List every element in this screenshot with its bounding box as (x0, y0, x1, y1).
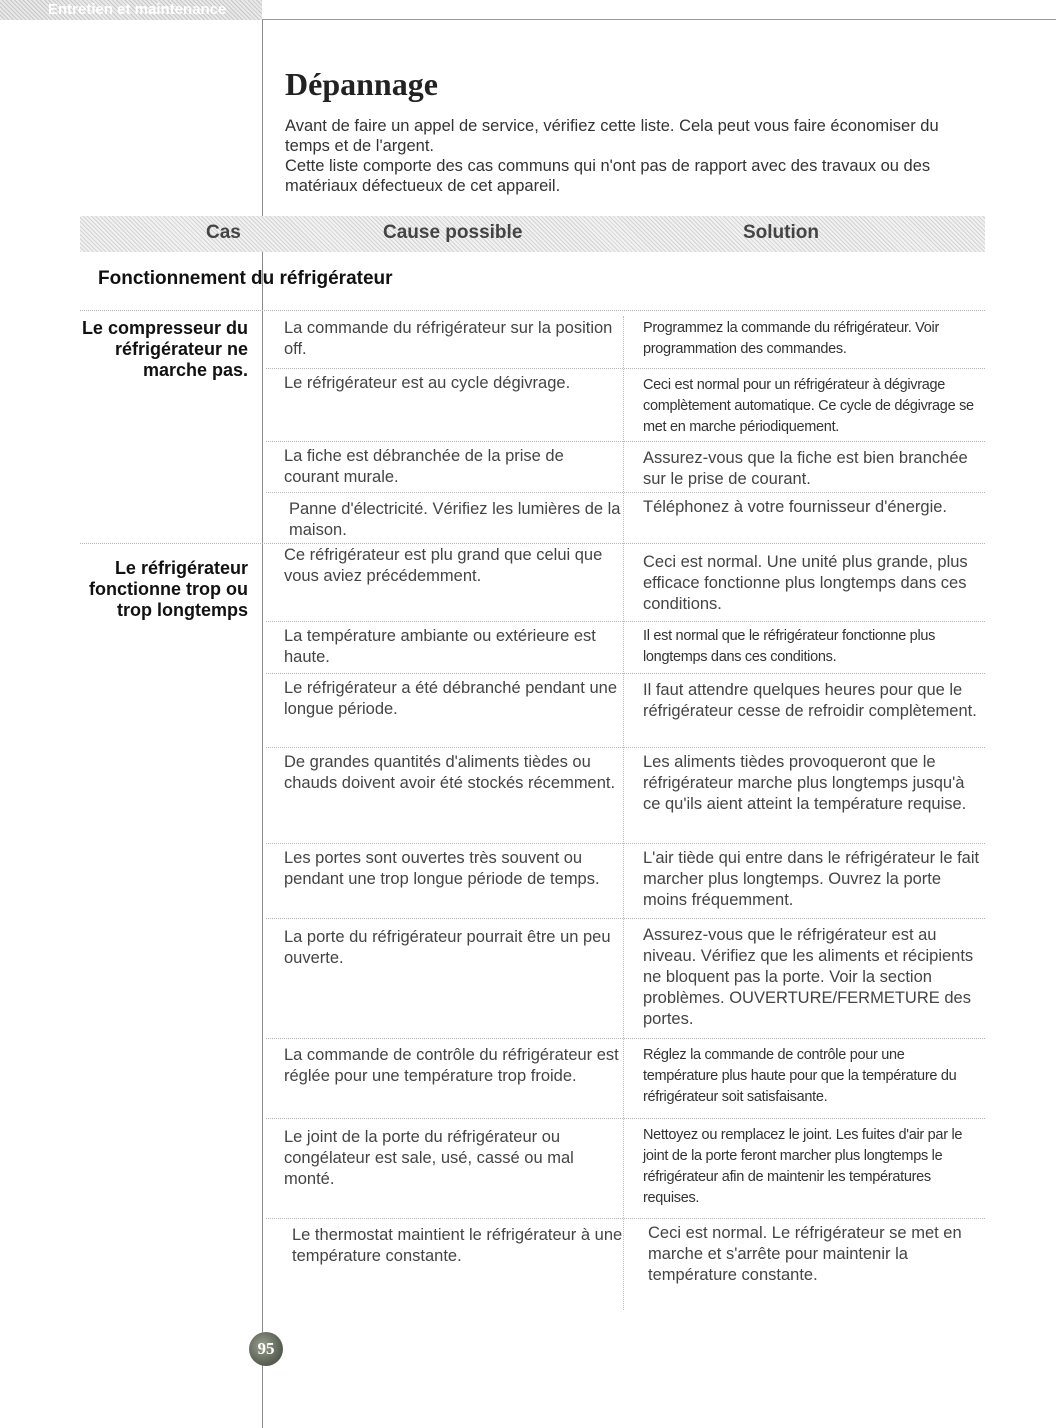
section-header-tab: Entretien et maintenance (0, 0, 262, 20)
cause-cell: Les portes sont ouvertes très souvent ou pendant une trop longue période de temps. (284, 849, 600, 888)
intro-paragraph-2: Cette liste comporte des cas communs qui n'ont pas de rapport avec des travaux ou des matériaux défectueux de cet appareil. (285, 157, 931, 195)
intro-paragraph-1: Avant de faire un appel de service, vérifiez cette liste. Cela peut vous faire économiser du temps et de l'argent. (285, 117, 939, 155)
header-rule (262, 19, 1056, 20)
cause-cell: Le joint de la porte du réfrigérateur ou congélateur est sale, usé, cassé ou mal monté. (284, 1128, 574, 1188)
cause-cell: Ce réfrigérateur est plu grand que celui que vous aviez précédemment. (284, 546, 603, 585)
case-runs-too-long: Le réfrigérateur fonctionne trop ou trop longtemps (89, 558, 248, 620)
row-divider (266, 1038, 985, 1039)
table-top-rule (80, 310, 985, 311)
row-divider (266, 621, 985, 622)
column-header-solution: Solution (743, 222, 819, 243)
solution-cell: Il faut attendre quelques heures pour que le réfrigérateur cesse de refroidir complètement. (643, 681, 977, 720)
column-separator (623, 316, 624, 1310)
cause-cell: De grandes quantités d'aliments tièdes ou chauds doivent avoir été stockés récemment. (284, 753, 616, 792)
row-divider (266, 747, 985, 748)
row-divider (266, 368, 985, 369)
cause-cell: La fiche est débranchée de la prise de courant murale. (284, 447, 564, 486)
case-compressor: Le compresseur du réfrigérateur ne marche pas. (81, 318, 248, 380)
solution-cell: Les aliments tièdes provoqueront que le réfrigérateur marche plus longtemps jusqu'à ce qu'ils aient atteint la température requise. (643, 753, 967, 813)
page-number-badge: 95 (249, 1332, 283, 1366)
section-title: Fonctionnement du réfrigérateur (98, 268, 393, 289)
solution-cell: Il est normal que le réfrigérateur fonctionne plus longtemps dans ces conditions. (643, 628, 936, 665)
solution-cell: Ceci est normal. Le réfrigérateur se met en marche et s'arrête pour maintenir la température constante. (648, 1224, 962, 1284)
cause-cell: Le thermostat maintient le réfrigérateur à une température constante. (292, 1226, 623, 1265)
solution-cell: Nettoyez ou remplacez le joint. Les fuites d'air par le joint de la porte feront marcher plus longtemps le réfrigérateur afin de maintenir les températures requises. (643, 1127, 963, 1206)
row-divider (266, 1218, 985, 1219)
cause-cell: La commande du réfrigérateur sur la position off. (284, 319, 613, 358)
row-divider (266, 918, 985, 919)
row-divider (266, 1118, 985, 1119)
solution-cell: L'air tiède qui entre dans le réfrigérateur le fait marcher plus longtemps. Ouvrez la porte moins fréquemment. (643, 849, 980, 909)
cause-cell: La commande de contrôle du réfrigérateur est réglée pour une température trop froide. (284, 1046, 619, 1085)
page-title: Dépannage (285, 66, 438, 102)
column-header-banner (80, 216, 985, 252)
intro-text (285, 116, 985, 196)
column-header-case: Cas (206, 222, 241, 243)
row-divider (266, 441, 985, 442)
row-divider (266, 492, 985, 493)
group-divider (80, 543, 985, 544)
solution-cell: Assurez-vous que le réfrigérateur est au niveau. Vérifiez que les aliments et récipients ne bloquent pas la porte. Voir la section problèmes. OUVERTURE/FERMETURE des portes. (643, 926, 974, 1028)
solution-cell: Assurez-vous que la fiche est bien branchée sur le prise de courant. (643, 449, 968, 488)
cause-cell: Panne d'électricité. Vérifiez les lumières de la maison. (289, 500, 621, 539)
row-divider (266, 843, 985, 844)
solution-cell: Réglez la commande de contrôle pour une température plus haute pour que la température du réfrigérateur soit satisfaisante. (643, 1047, 957, 1105)
solution-cell: Programmez la commande du réfrigérateur. Voir programmation des commandes. (643, 320, 939, 357)
column-header-cause: Cause possible (383, 222, 523, 243)
cause-cell: Le réfrigérateur est au cycle dégivrage. (284, 374, 571, 392)
row-divider (266, 673, 985, 674)
cause-cell: La température ambiante ou extérieure est haute. (284, 627, 596, 666)
solution-cell: Téléphonez à votre fournisseur d'énergie. (643, 498, 948, 516)
solution-cell: Ceci est normal. Une unité plus grande, plus efficace fonctionne plus longtemps dans ces conditions. (643, 553, 968, 613)
cause-cell: La porte du réfrigérateur pourrait être un peu ouverte. (284, 928, 611, 967)
cause-cell: Le réfrigérateur a été débranché pendant une longue période. (284, 679, 617, 718)
solution-cell: Ceci est normal pour un réfrigérateur à dégivrage complètement automatique. Ce cycle de dégivrage se met en marche périodiquement. (643, 377, 974, 435)
